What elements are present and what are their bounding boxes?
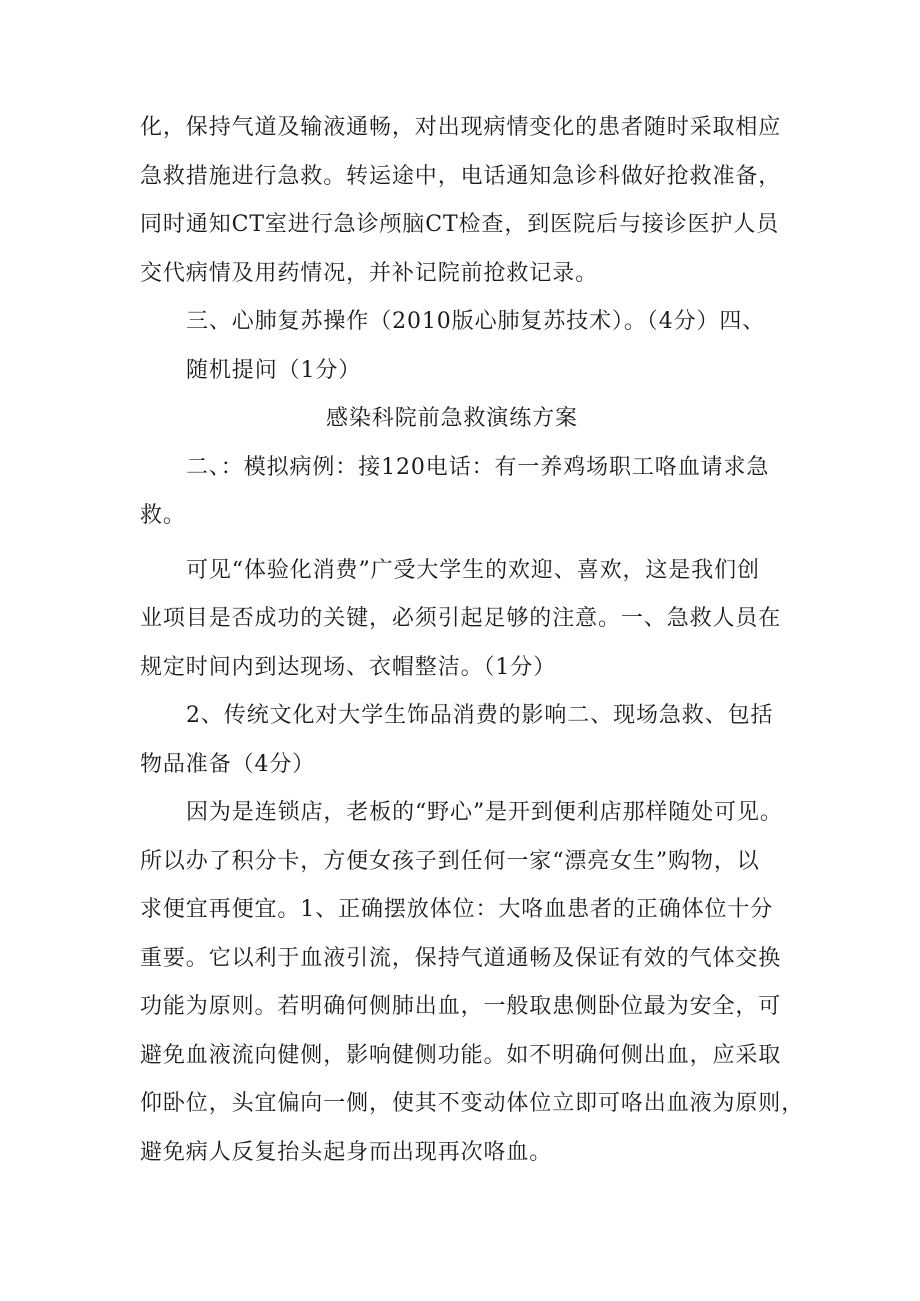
paragraph-6 [140, 789, 805, 1177]
text-line: 仰卧位，头宜偏向一侧，使其不变动体位立即可咯出血液为原则， [140, 1091, 805, 1116]
paragraph-2 [140, 298, 790, 395]
text-line: 业项目是否成功的关键，必须引起足够的注意。一、急救人员在 [140, 606, 782, 631]
text-line: 避免血液流向健侧，影响健侧功能。如不明确何侧出血，应采取 [140, 1042, 782, 1068]
text-line: 交代病情及用药情况，并补记院前抢救记录。 [140, 260, 599, 286]
text-line: 随机提问（1分） [186, 357, 362, 383]
text-line: 二、：模拟病例：接120电话：有一养鸡场职工咯血请求急 [186, 454, 770, 480]
text-line: 急救措施进行急救。转运途中，电话通知急诊科做好抢救准备， [140, 163, 782, 189]
text-line: 化，保持气道及输液通畅，对出现病情变化的患者随时采取相应 [140, 115, 782, 140]
text-line: 功能为原则。若明确何侧肺出血，一般取患侧卧位最为安全，可 [140, 994, 782, 1019]
text-line: 同时通知CT室进行急诊颅脑CT检查，到医院后与接诊医护人员 [140, 212, 780, 237]
paragraph-3 [140, 444, 790, 541]
text-line: 物品准备（4分） [140, 751, 316, 777]
text-line: 避免病人反复抬头起身而出现再次咯血。 [140, 1139, 553, 1165]
text-line: 2、传统文化对大学生饰品消费的影响二、现场急救、包括 [186, 703, 774, 728]
paragraph-1 [140, 104, 790, 298]
text-line: 规定时间内到达现场、衣帽整洁。（1分） [140, 654, 557, 680]
paragraph-4 [140, 547, 790, 693]
text-line: 因为是连锁店，老板的“野心”是开到便利店那样随处可见。 [186, 800, 783, 825]
text-line: 救。 [140, 503, 186, 528]
text-line: 求便宜再便宜。1、正确摆放体位：大咯血患者的正确体位十分 [140, 897, 774, 922]
text-line: 重要。它以利于血液引流，保持气道通畅及保证有效的气体交换 [140, 945, 782, 971]
text-line: 三、心肺复苏操作（2010版心肺复苏技术）。（4分）四、 [186, 309, 766, 334]
section-heading: 感染科院前急救演练方案 [326, 406, 578, 431]
text-line: 所以办了积分卡，方便女孩子到任何一家“漂亮女生”购物，以 [140, 848, 760, 874]
text-line: 可见“体验化消费”广受大学生的欢迎、喜欢，这是我们创 [186, 557, 760, 583]
document-body [140, 104, 805, 1177]
paragraph-5 [140, 692, 790, 789]
